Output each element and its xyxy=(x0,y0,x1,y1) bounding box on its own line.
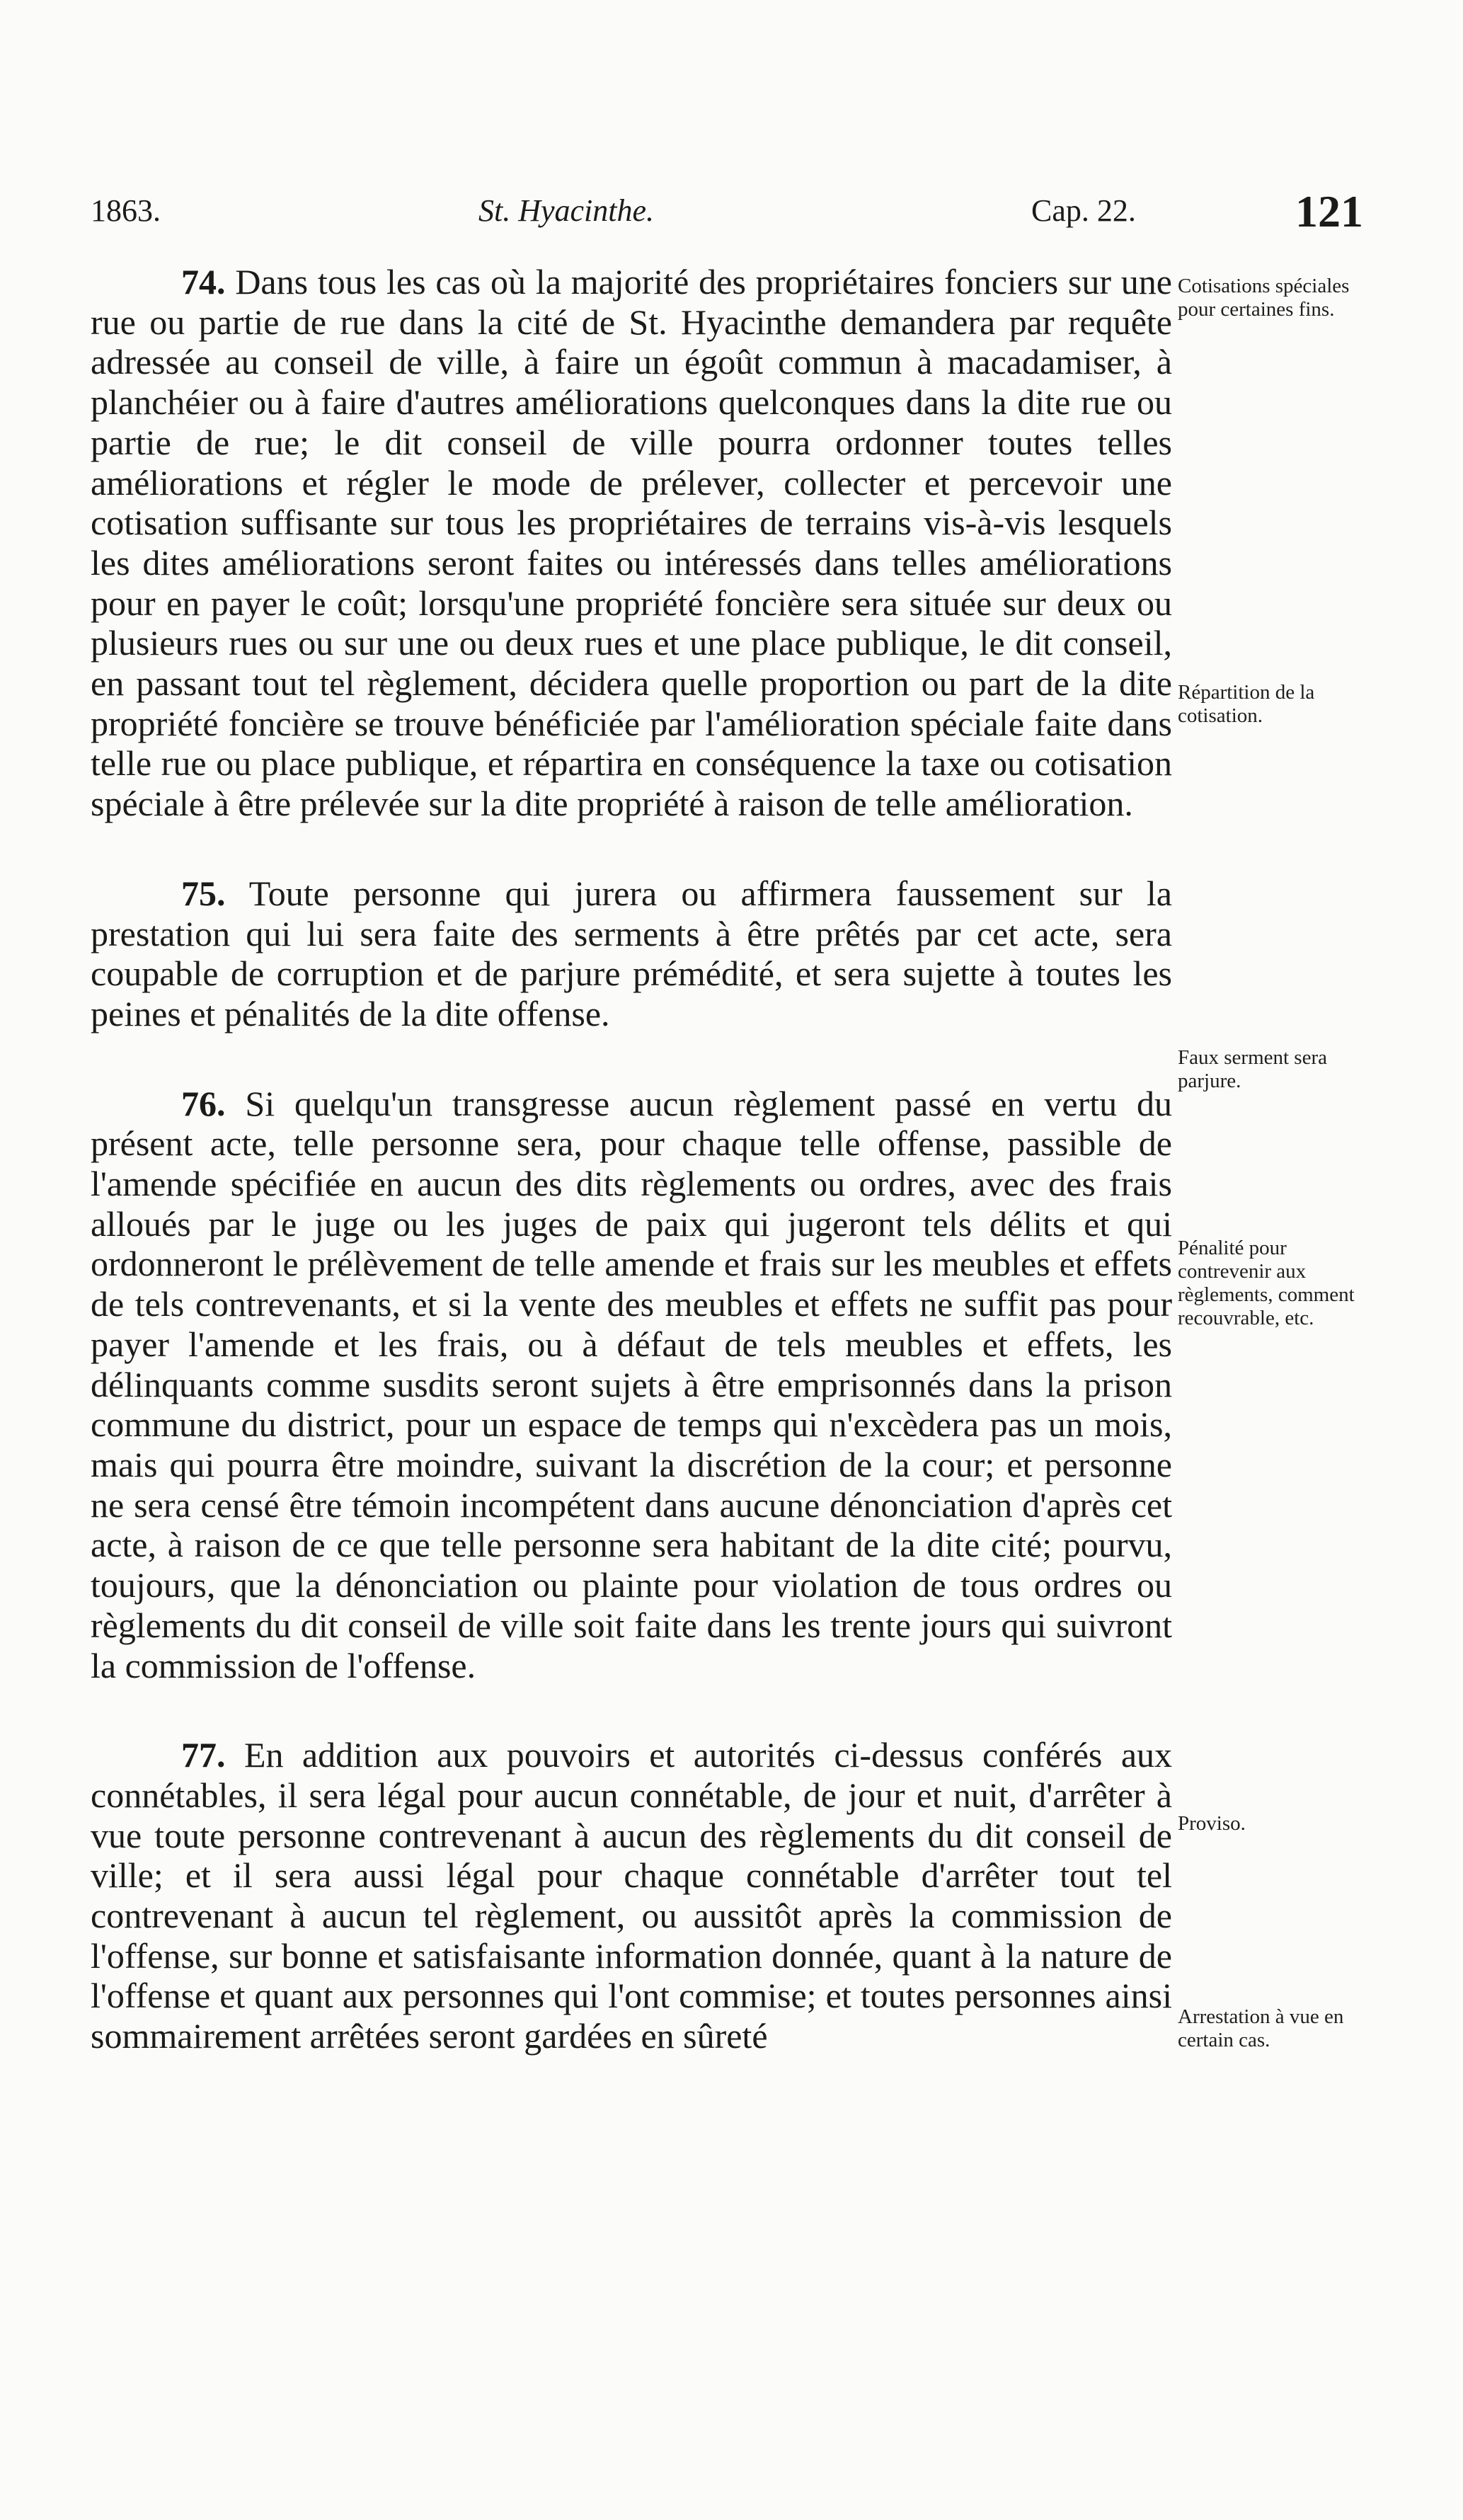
header-place: St. Hyacinthe. xyxy=(478,193,655,228)
section-77 xyxy=(91,1735,1172,2056)
header-year: 1863. xyxy=(91,193,161,228)
body-text xyxy=(91,262,1172,2056)
margin-note-penalite: Pénalité pour contrevenir aux règlements, comment recouvrable, etc. xyxy=(1178,1237,1355,1329)
section-text: Toute personne qui jurera ou affirmera faussement sur la prestation qui lui sera faite des serments à être prêtés par cet acte, sera coupable de corruption et de parjure prémédité, et sera sujette à toutes les peines et pénalités de la dite offense. xyxy=(91,873,1172,1033)
section-number: 75. xyxy=(181,873,226,913)
margin-note-faux-serment: Faux serment sera parjure. xyxy=(1178,1046,1327,1092)
running-header xyxy=(91,186,1386,246)
page-number: 121 xyxy=(1295,186,1363,236)
section-text: Si quelqu'un transgresse aucun règlement passé en vertu du présent acte, telle personne sera, pour chaque telle offense, passible de l'amende spécifiée en aucun des dits règlements ou ordres, avec des frais alloués par le juge ou les juges de paix qui jugeront tels délits et qui ordonneront le prélèvement de telle amende et frais sur les meubles et effets de tels contrevenants, et si la vente des meubles et effets ne suffit pas pour payer l'amende et les frais, ou à défaut de tels meubles et effets, les délinquants comme susdits seront sujets à être emprisonnés dans la prison commune du district, pour un espace de temps qui n'excèdera pas un mois, mais qui pourra être moindre, suivant la discrétion de la cour; et personne ne sera censé être témoin incompétent dans aucune dénonciation d'après cet acte, à raison de ce que telle personne sera habitant de la dite cité; pourvu, toujours, que la dénonciation ou plainte pour violation de tous ordres ou règlements du dit conseil de ville soit faite dans les trente jours qui suivront la commission de l'offense. xyxy=(91,1083,1173,1685)
section-number: 76. xyxy=(181,1083,226,1123)
header-chapter: Cap. 22. xyxy=(1031,193,1136,228)
margin-note-repartition: Répartition de la cotisation. xyxy=(1178,681,1315,727)
margin-note-proviso: Proviso. xyxy=(1178,1812,1246,1835)
margin-note-cotisations: Cotisations spéciales pour certaines fins. xyxy=(1178,275,1350,321)
section-text: En addition aux pouvoirs et autorités ci-dessus conférés aux connétables, il sera légal pour aucun connétable, de jour et nuit, d'arrêter à vue toute personne contrevenant à aucun des règlements du dit conseil de ville; et il sera aussi légal pour chaque connétable d'arrêter tout tel contrevenant à aucun tel règlement, ou aussitôt après la commission de l'offense, sur bonne et satisfaisante information donnée, quant à la nature de l'offense et quant aux personnes qui l'ont commise; et toutes personnes ainsi sommairement arrêtées seront gardées en sûreté xyxy=(91,1735,1173,2056)
section-number: 77. xyxy=(181,1735,226,1775)
margin-note-arrestation: Arrestation à vue en certain cas. xyxy=(1178,2005,1344,2051)
section-75 xyxy=(91,874,1172,1034)
section-74 xyxy=(91,262,1172,824)
section-number: 74. xyxy=(181,262,226,302)
section-text: Dans tous les cas où la majorité des propriétaires fonciers sur une rue ou partie de rue dans la cité de St. Hyacinthe demandera par requête adressée au conseil de ville, à faire un égoût commun à macadamiser, à planchéier ou à faire d'autres améliorations quelconques dans la dite rue ou partie de rue; le dit conseil de ville pourra ordonner toutes telles améliorations et régler le mode de prélever, collecter et percevoir une cotisation suffisante sur tous les propriétaires de terrains vis-à-vis lesquels les dites améliorations seront faites ou intéressés dans telles améliorations pour en payer le coût; lorsqu'une propriété foncière sera située sur deux ou plusieurs rues ou sur une ou deux rues et une place publique, le dit conseil, en passant tout tel règlement, décidera quelle proportion ou part de la dite propriété foncière se trouve bénéficiée par l'amélioration spéciale faite dans telle rue ou place publique, et répartira en conséquence la taxe ou cotisation spéciale à être prélevée sur la dite propriété à raison de telle amélioration. xyxy=(91,262,1173,824)
section-76 xyxy=(91,1084,1172,1686)
